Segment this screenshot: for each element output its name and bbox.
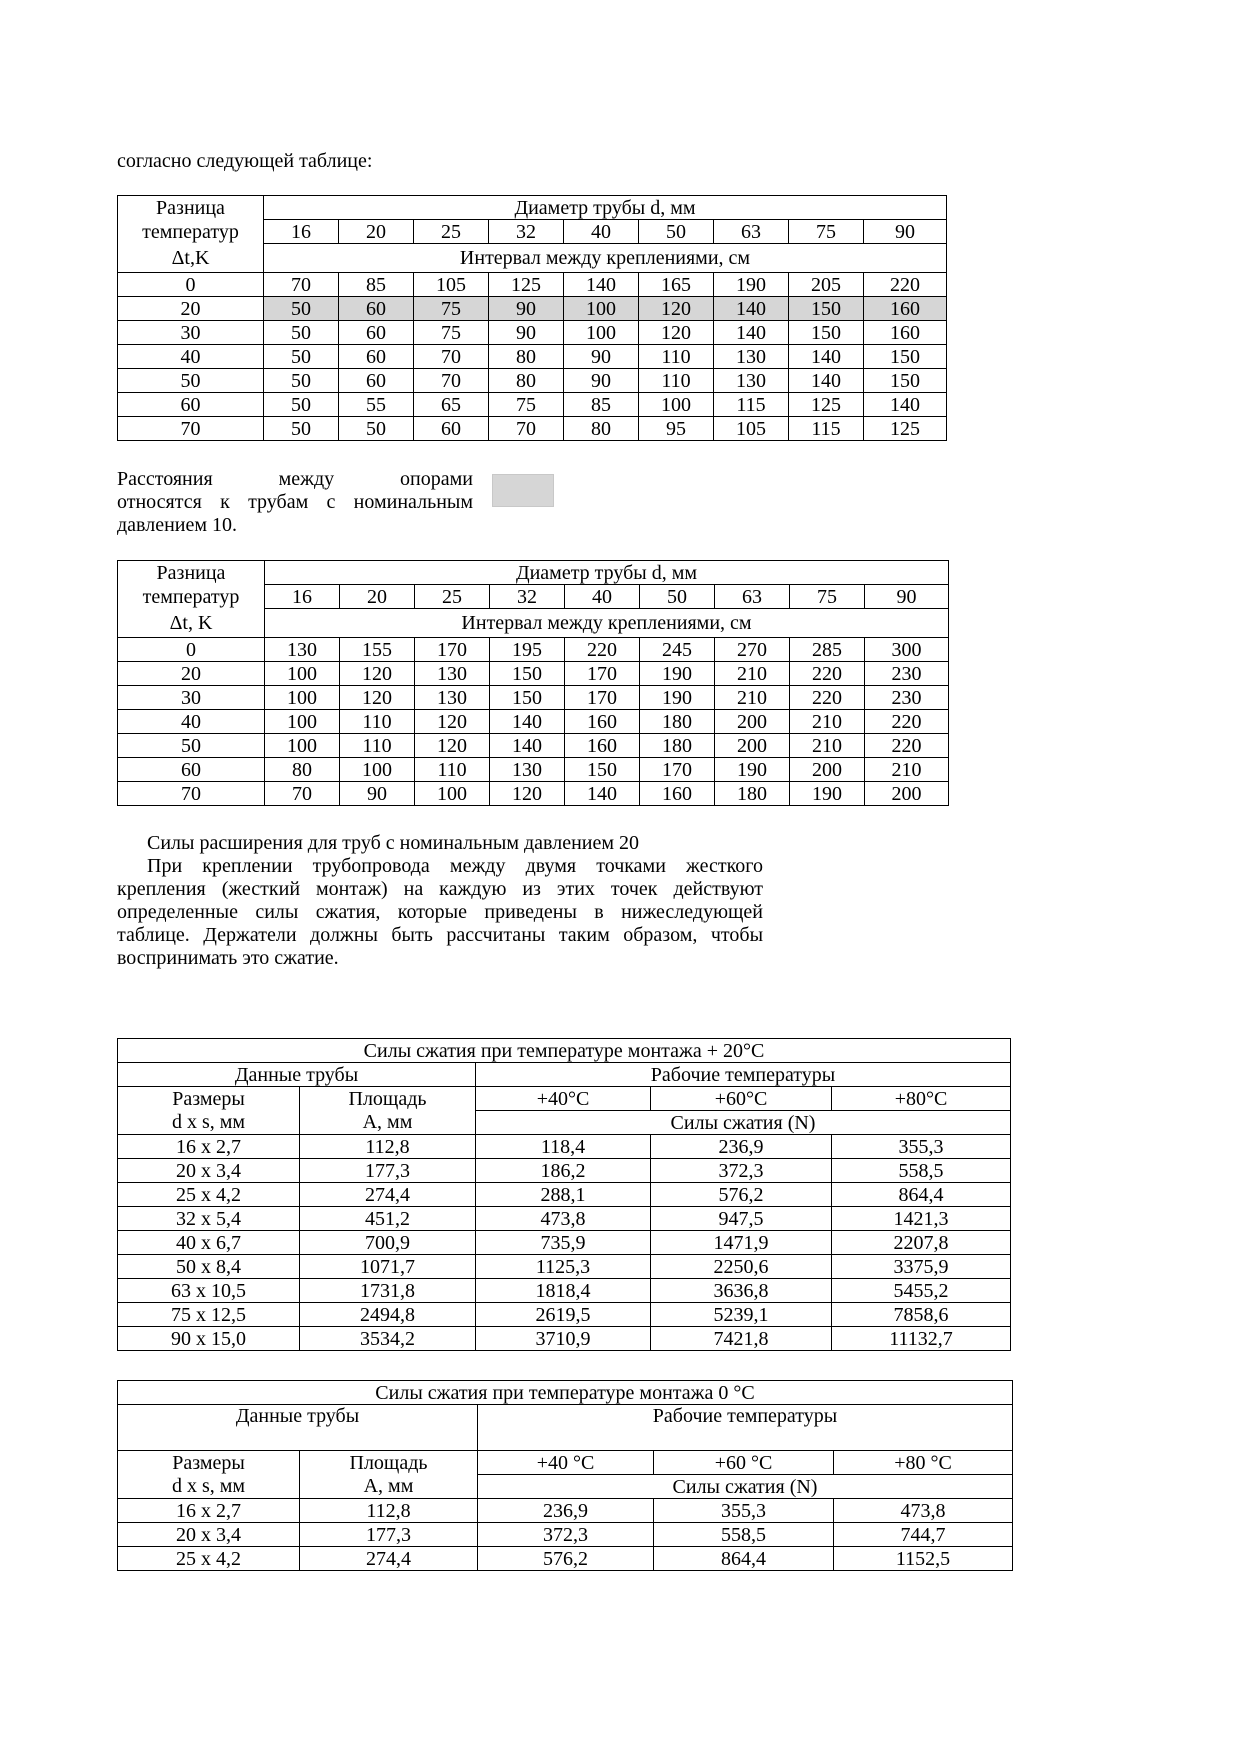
interval-cell: 85 <box>339 273 414 297</box>
interval-cell: 120 <box>415 710 490 734</box>
interval-cell: 80 <box>265 758 340 782</box>
interval-cell: 190 <box>715 758 790 782</box>
note-line: относятся к трубам с номинальным <box>117 491 473 513</box>
interval-cell: 140 <box>565 782 640 806</box>
interval-cell: 100 <box>265 734 340 758</box>
interval-cell: 50 <box>264 417 339 441</box>
interval-cell: 130 <box>415 662 490 686</box>
table-row <box>118 1279 1011 1303</box>
table-row <box>118 1327 1011 1351</box>
table-row <box>118 782 949 806</box>
table-row <box>118 369 947 393</box>
corner-label-1: Разница <box>118 196 264 220</box>
area-cell: 700,9 <box>300 1231 476 1255</box>
area-cell: 177,3 <box>300 1159 476 1183</box>
interval-cell: 50 <box>264 393 339 417</box>
compression-table-20c <box>117 1038 1011 1351</box>
interval-cell: 170 <box>640 758 715 782</box>
interval-cell: 70 <box>489 417 564 441</box>
interval-cell: 100 <box>265 686 340 710</box>
interval-title: Интервал между креплениями, см <box>265 609 949 638</box>
size-cell: 75 x 12,5 <box>118 1303 300 1327</box>
interval-cell: 190 <box>790 782 865 806</box>
area-unit-label: A, мм <box>300 1111 476 1135</box>
force-cell: 558,5 <box>654 1523 834 1547</box>
table-row <box>118 1159 1011 1183</box>
diameter-cell: 32 <box>490 585 565 609</box>
interval-cell: 120 <box>490 782 565 806</box>
force-cell: 372,3 <box>651 1159 832 1183</box>
interval-cell: 55 <box>339 393 414 417</box>
delta-t-cell: 0 <box>118 638 265 662</box>
interval-cell: 220 <box>864 273 947 297</box>
delta-t-cell: 40 <box>118 345 264 369</box>
delta-t-cell: 0 <box>118 273 264 297</box>
interval-cell: 210 <box>790 710 865 734</box>
paragraph-line: воспринимать это сжатие. <box>117 947 339 969</box>
interval-cell: 70 <box>414 345 489 369</box>
interval-cell: 80 <box>564 417 639 441</box>
interval-cell: 80 <box>489 345 564 369</box>
force-cell: 1125,3 <box>476 1255 651 1279</box>
delta-t-cell: 50 <box>118 734 265 758</box>
diameter-title: Диаметр трубы d, мм <box>264 196 947 220</box>
force-cell: 7421,8 <box>651 1327 832 1351</box>
interval-cell: 50 <box>264 345 339 369</box>
diameter-cell: 75 <box>790 585 865 609</box>
force-cell: 473,8 <box>476 1207 651 1231</box>
interval-cell: 60 <box>339 321 414 345</box>
diameter-cell: 16 <box>265 585 340 609</box>
interval-cell: 110 <box>639 345 714 369</box>
interval-cell: 100 <box>564 297 639 321</box>
pipe-data-header: Данные трубы <box>118 1405 478 1451</box>
interval-cell: 150 <box>864 369 947 393</box>
interval-cell: 85 <box>564 393 639 417</box>
interval-cell: 90 <box>340 782 415 806</box>
force-cell: 186,2 <box>476 1159 651 1183</box>
delta-t-cell: 20 <box>118 297 264 321</box>
delta-t-cell: 50 <box>118 369 264 393</box>
force-cell: 2619,5 <box>476 1303 651 1327</box>
interval-cell: 90 <box>489 297 564 321</box>
temperature-header: +80°C <box>832 1087 1011 1111</box>
diameter-cell: 50 <box>639 220 714 244</box>
interval-cell: 125 <box>489 273 564 297</box>
table-row <box>118 273 947 297</box>
interval-cell: 140 <box>490 710 565 734</box>
size-cell: 90 x 15,0 <box>118 1327 300 1351</box>
table-row <box>118 710 949 734</box>
spacing-table-pn10 <box>117 195 947 441</box>
force-cell: 947,5 <box>651 1207 832 1231</box>
interval-cell: 50 <box>264 369 339 393</box>
size-cell: 40 x 6,7 <box>118 1231 300 1255</box>
paragraph-line: определенные силы сжатия, которые приведены в нижеследующей <box>117 901 763 923</box>
interval-cell: 190 <box>640 686 715 710</box>
interval-cell: 150 <box>864 345 947 369</box>
interval-cell: 115 <box>789 417 864 441</box>
area-cell: 2494,8 <box>300 1303 476 1327</box>
interval-cell: 200 <box>715 710 790 734</box>
note-line: давлением 10. <box>117 514 238 536</box>
area-cell: 112,8 <box>300 1135 476 1159</box>
interval-cell: 220 <box>865 734 949 758</box>
force-cell: 2250,6 <box>651 1255 832 1279</box>
size-cell: 20 x 3,4 <box>118 1159 300 1183</box>
interval-cell: 190 <box>640 662 715 686</box>
diameter-cell: 40 <box>564 220 639 244</box>
interval-cell: 220 <box>565 638 640 662</box>
work-temps-header: Рабочие температуры <box>478 1405 1013 1451</box>
force-cell: 1421,3 <box>832 1207 1011 1231</box>
temperature-header: +40 °C <box>478 1451 654 1475</box>
table-row <box>118 638 949 662</box>
table-row <box>118 417 947 441</box>
interval-cell: 150 <box>789 321 864 345</box>
table-row <box>118 297 947 321</box>
table-row <box>118 1303 1011 1327</box>
interval-cell: 115 <box>714 393 789 417</box>
interval-cell: 205 <box>789 273 864 297</box>
temperature-header: +60 °C <box>654 1451 834 1475</box>
force-cell: 3710,9 <box>476 1327 651 1351</box>
table-row <box>118 686 949 710</box>
size-cell: 16 x 2,7 <box>118 1499 300 1523</box>
interval-cell: 130 <box>490 758 565 782</box>
diameter-cell: 50 <box>640 585 715 609</box>
corner-label-3: Δt,K <box>118 244 264 273</box>
table-row <box>118 1499 1013 1523</box>
temperature-header: +60°C <box>651 1087 832 1111</box>
table-row <box>118 1231 1011 1255</box>
interval-cell: 180 <box>715 782 790 806</box>
force-cell: 1152,5 <box>834 1547 1013 1571</box>
delta-t-cell: 30 <box>118 686 265 710</box>
diameter-cell: 25 <box>415 585 490 609</box>
interval-cell: 140 <box>864 393 947 417</box>
forces-label: Силы сжатия (N) <box>478 1475 1013 1499</box>
interval-cell: 190 <box>714 273 789 297</box>
interval-cell: 160 <box>640 782 715 806</box>
delta-t-cell: 70 <box>118 417 264 441</box>
diameter-title: Диаметр трубы d, мм <box>265 561 949 585</box>
interval-cell: 220 <box>790 662 865 686</box>
area-cell: 274,4 <box>300 1183 476 1207</box>
interval-cell: 100 <box>639 393 714 417</box>
interval-cell: 130 <box>415 686 490 710</box>
diameter-cell: 20 <box>340 585 415 609</box>
area-cell: 3534,2 <box>300 1327 476 1351</box>
corner-label-1: Разница <box>118 561 265 585</box>
interval-cell: 120 <box>415 734 490 758</box>
table-row <box>118 662 949 686</box>
size-cell: 25 x 4,2 <box>118 1547 300 1571</box>
force-cell: 236,9 <box>478 1499 654 1523</box>
interval-cell: 105 <box>714 417 789 441</box>
interval-cell: 60 <box>339 369 414 393</box>
interval-cell: 270 <box>715 638 790 662</box>
area-cell: 274,4 <box>300 1547 478 1571</box>
table-row <box>118 1207 1011 1231</box>
delta-t-cell: 60 <box>118 393 264 417</box>
interval-cell: 60 <box>339 345 414 369</box>
table-title: Силы сжатия при температуре монтажа + 20°C <box>118 1039 1011 1063</box>
force-cell: 236,9 <box>651 1135 832 1159</box>
interval-cell: 220 <box>790 686 865 710</box>
table-row <box>118 1255 1011 1279</box>
force-cell: 735,9 <box>476 1231 651 1255</box>
area-unit-label: A, мм <box>300 1475 478 1499</box>
interval-cell: 140 <box>789 345 864 369</box>
interval-cell: 170 <box>565 662 640 686</box>
force-cell: 355,3 <box>654 1499 834 1523</box>
interval-cell: 200 <box>790 758 865 782</box>
paragraph-line: При креплении трубопровода между двумя точками жесткого <box>147 855 763 877</box>
interval-cell: 140 <box>564 273 639 297</box>
delta-t-cell: 60 <box>118 758 265 782</box>
interval-cell: 160 <box>565 710 640 734</box>
size-cell: 20 x 3,4 <box>118 1523 300 1547</box>
interval-cell: 100 <box>265 662 340 686</box>
interval-cell: 210 <box>865 758 949 782</box>
force-cell: 864,4 <box>832 1183 1011 1207</box>
force-cell: 288,1 <box>476 1183 651 1207</box>
intro-text: согласно следующей таблице: <box>117 150 373 172</box>
interval-cell: 110 <box>340 734 415 758</box>
diameter-cell: 75 <box>789 220 864 244</box>
diameter-cell: 16 <box>264 220 339 244</box>
interval-cell: 90 <box>564 345 639 369</box>
interval-cell: 245 <box>640 638 715 662</box>
corner-label-3: Δt, K <box>118 609 265 638</box>
area-cell: 112,8 <box>300 1499 478 1523</box>
force-cell: 1471,9 <box>651 1231 832 1255</box>
table-row <box>118 1183 1011 1207</box>
spacing-table-pn20 <box>117 560 949 806</box>
interval-cell: 210 <box>715 662 790 686</box>
force-cell: 576,2 <box>651 1183 832 1207</box>
table-row <box>118 758 949 782</box>
force-cell: 5239,1 <box>651 1303 832 1327</box>
area-label: Площадь <box>300 1451 478 1475</box>
forces-paragraph <box>117 855 763 970</box>
diameter-cell: 90 <box>865 585 949 609</box>
interval-cell: 120 <box>639 297 714 321</box>
diameter-cell: 25 <box>414 220 489 244</box>
work-temps-header: Рабочие температуры <box>476 1063 1011 1087</box>
highlight-swatch <box>492 474 554 507</box>
interval-cell: 140 <box>490 734 565 758</box>
delta-t-cell: 20 <box>118 662 265 686</box>
area-cell: 451,2 <box>300 1207 476 1231</box>
interval-cell: 180 <box>640 734 715 758</box>
size-label: Размеры <box>118 1451 300 1475</box>
delta-t-cell: 70 <box>118 782 265 806</box>
interval-cell: 110 <box>340 710 415 734</box>
interval-cell: 200 <box>715 734 790 758</box>
interval-cell: 155 <box>340 638 415 662</box>
interval-cell: 120 <box>340 686 415 710</box>
interval-cell: 120 <box>340 662 415 686</box>
interval-cell: 230 <box>865 686 949 710</box>
interval-cell: 150 <box>789 297 864 321</box>
interval-cell: 50 <box>264 297 339 321</box>
size-cell: 50 x 8,4 <box>118 1255 300 1279</box>
force-cell: 5455,2 <box>832 1279 1011 1303</box>
force-cell: 2207,8 <box>832 1231 1011 1255</box>
table-row <box>118 1547 1013 1571</box>
table-row <box>118 734 949 758</box>
size-cell: 32 x 5,4 <box>118 1207 300 1231</box>
interval-cell: 65 <box>414 393 489 417</box>
interval-cell: 70 <box>265 782 340 806</box>
area-cell: 1731,8 <box>300 1279 476 1303</box>
interval-cell: 200 <box>865 782 949 806</box>
temperature-header: +80 °C <box>834 1451 1013 1475</box>
force-cell: 1818,4 <box>476 1279 651 1303</box>
interval-cell: 130 <box>714 345 789 369</box>
interval-cell: 180 <box>640 710 715 734</box>
force-cell: 558,5 <box>832 1159 1011 1183</box>
corner-label-2: температур <box>118 220 264 244</box>
interval-cell: 160 <box>864 321 947 345</box>
interval-cell: 75 <box>414 321 489 345</box>
interval-cell: 140 <box>714 321 789 345</box>
interval-cell: 125 <box>864 417 947 441</box>
interval-cell: 170 <box>565 686 640 710</box>
force-cell: 7858,6 <box>832 1303 1011 1327</box>
interval-cell: 150 <box>565 758 640 782</box>
interval-cell: 210 <box>715 686 790 710</box>
corner-label-2: температур <box>118 585 265 609</box>
table-title: Силы сжатия при температуре монтажа 0 °C <box>118 1381 1013 1405</box>
interval-cell: 130 <box>714 369 789 393</box>
interval-cell: 110 <box>415 758 490 782</box>
force-cell: 355,3 <box>832 1135 1011 1159</box>
interval-cell: 60 <box>339 297 414 321</box>
force-cell: 372,3 <box>478 1523 654 1547</box>
note-block <box>117 468 473 537</box>
size-unit-label: d x s, мм <box>118 1111 300 1135</box>
interval-cell: 230 <box>865 662 949 686</box>
area-cell: 1071,7 <box>300 1255 476 1279</box>
size-label: Размеры <box>118 1087 300 1111</box>
size-cell: 63 x 10,5 <box>118 1279 300 1303</box>
delta-t-cell: 30 <box>118 321 264 345</box>
force-cell: 3375,9 <box>832 1255 1011 1279</box>
interval-cell: 150 <box>490 662 565 686</box>
paragraph-line: крепления (жесткий монтаж) на каждую из этих точек действуют <box>117 878 763 900</box>
interval-cell: 195 <box>490 638 565 662</box>
interval-cell: 285 <box>790 638 865 662</box>
pipe-data-header: Данные трубы <box>118 1063 476 1087</box>
interval-cell: 100 <box>415 782 490 806</box>
interval-cell: 170 <box>415 638 490 662</box>
interval-cell: 75 <box>414 297 489 321</box>
diameter-cell: 90 <box>864 220 947 244</box>
force-cell: 744,7 <box>834 1523 1013 1547</box>
table-row <box>118 393 947 417</box>
size-cell: 16 x 2,7 <box>118 1135 300 1159</box>
force-cell: 11132,7 <box>832 1327 1011 1351</box>
table-row <box>118 1135 1011 1159</box>
interval-cell: 150 <box>490 686 565 710</box>
table-row <box>118 321 947 345</box>
interval-cell: 140 <box>714 297 789 321</box>
note-line: Расстояния между опорами <box>117 468 473 490</box>
diameter-cell: 40 <box>565 585 640 609</box>
interval-cell: 160 <box>864 297 947 321</box>
interval-cell: 120 <box>639 321 714 345</box>
force-cell: 473,8 <box>834 1499 1013 1523</box>
interval-cell: 95 <box>639 417 714 441</box>
interval-cell: 50 <box>339 417 414 441</box>
interval-cell: 165 <box>639 273 714 297</box>
force-cell: 118,4 <box>476 1135 651 1159</box>
interval-cell: 130 <box>265 638 340 662</box>
size-cell: 25 x 4,2 <box>118 1183 300 1207</box>
interval-cell: 100 <box>265 710 340 734</box>
interval-cell: 70 <box>414 369 489 393</box>
interval-title: Интервал между креплениями, см <box>264 244 947 273</box>
area-label: Площадь <box>300 1087 476 1111</box>
force-cell: 576,2 <box>478 1547 654 1571</box>
interval-cell: 80 <box>489 369 564 393</box>
diameter-cell: 63 <box>714 220 789 244</box>
interval-cell: 105 <box>414 273 489 297</box>
interval-cell: 300 <box>865 638 949 662</box>
interval-cell: 210 <box>790 734 865 758</box>
forces-heading: Силы расширения для труб с номинальным давлением 20 <box>147 832 640 854</box>
diameter-cell: 20 <box>339 220 414 244</box>
force-cell: 864,4 <box>654 1547 834 1571</box>
compression-table-0c <box>117 1380 1013 1571</box>
temperature-header: +40°C <box>476 1087 651 1111</box>
size-unit-label: d x s, мм <box>118 1475 300 1499</box>
interval-cell: 75 <box>489 393 564 417</box>
diameter-cell: 63 <box>715 585 790 609</box>
interval-cell: 100 <box>340 758 415 782</box>
interval-cell: 160 <box>565 734 640 758</box>
interval-cell: 110 <box>639 369 714 393</box>
interval-cell: 220 <box>865 710 949 734</box>
interval-cell: 70 <box>264 273 339 297</box>
interval-cell: 90 <box>489 321 564 345</box>
interval-cell: 50 <box>264 321 339 345</box>
interval-cell: 100 <box>564 321 639 345</box>
interval-cell: 60 <box>414 417 489 441</box>
interval-cell: 125 <box>789 393 864 417</box>
table-row <box>118 1523 1013 1547</box>
force-cell: 3636,8 <box>651 1279 832 1303</box>
paragraph-line: таблице. Держатели должны быть рассчитаны таким образом, чтобы <box>117 924 763 946</box>
area-cell: 177,3 <box>300 1523 478 1547</box>
diameter-cell: 32 <box>489 220 564 244</box>
table-row <box>118 345 947 369</box>
forces-label: Силы сжатия (N) <box>476 1111 1011 1135</box>
interval-cell: 90 <box>564 369 639 393</box>
delta-t-cell: 40 <box>118 710 265 734</box>
interval-cell: 140 <box>789 369 864 393</box>
